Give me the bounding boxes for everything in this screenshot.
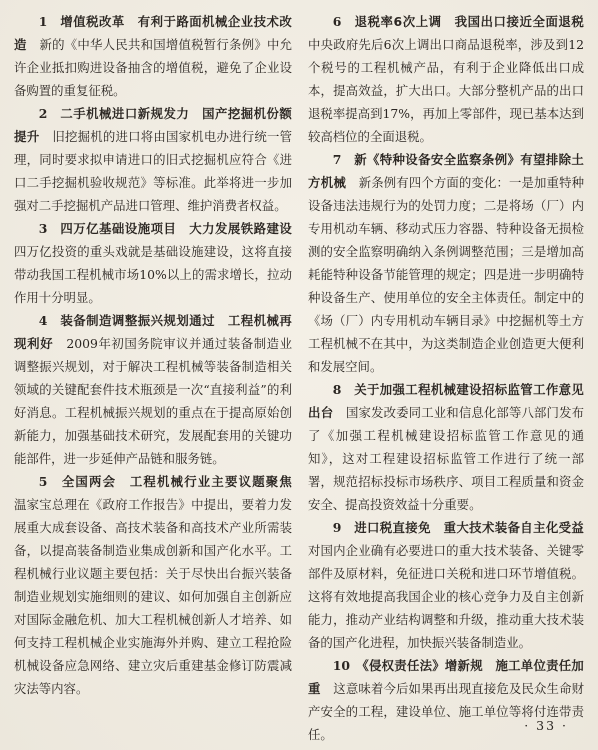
item-body: 对国内企业确有必要进口的重大技术装备、关键零部件及原材料，免征进口关税和进口环节增值税。这将有效地提高我国企业的核心竞争力及自主创新能力，推动产业结构调整和升级，推动重大技术装备的国产化进程，加快振兴装备制造业。 xyxy=(308,543,584,650)
item-headline: 四万亿基础设施项目 大力发展铁路建设 xyxy=(60,221,293,236)
news-item-4 xyxy=(14,309,292,470)
item-headline: 新《特种设备安全监察条例》有望排除土方机械 xyxy=(308,152,584,190)
item-number: 10 xyxy=(332,658,351,673)
news-item-6 xyxy=(308,10,584,148)
item-headline: 关于加强工程机械建设招标监管工作意见出台 xyxy=(308,382,584,420)
item-number: 1 xyxy=(38,14,48,29)
left-column xyxy=(14,10,292,700)
item-headline: 进口税直接免 重大技术装备自主化受益 xyxy=(354,520,584,535)
item-body: 温家宝总理在《政府工作报告》中提出，要着力发展重大成套设备、高技术装备和高技术产业所需装备，以提高装备制造业集成创新和国产化水平。工程机械行业议题主要包括：关于尽快出台振兴装备制造业规划实施细则的建议、如何加强自主创新应对国际金融危机、加大工程机械创新人才培养、如何支持工程机械企业实施海外并购、建立工程抢险机械设备应急网络、建立灾后重建基金修订防震减灾法等内容。 xyxy=(14,497,292,696)
item-headline: 增值税改革 有利于路面机械企业技术改造 xyxy=(14,14,293,52)
page-number: · 33 · xyxy=(524,718,568,733)
right-column xyxy=(308,10,584,746)
item-number: 2 xyxy=(38,106,48,121)
item-number: 9 xyxy=(332,520,342,535)
item-number: 6 xyxy=(332,14,342,29)
item-number: 8 xyxy=(332,382,342,397)
item-body: 国家发改委同工业和信息化部等八部门发布了《加强工程机械建设招标监管工作意见的通知》，这对工程建设招标监管工作进行了统一部署，规范招标投标市场秩序、项目工程质量和资金安全、提高投资效益十分重要。 xyxy=(308,405,585,512)
news-item-3 xyxy=(14,217,292,309)
item-body: 新条例有四个方面的变化：一是加重特种设备违法违规行为的处罚力度；二是将场（厂）内专用机动车辆、移动式压力容器、特种设备无损检测的安全监察明确纳入条例调整范围；三是增加高耗能特种设备节能管理的规定；四是进一步明确特种设备生产、使用单位的安全主体责任。制定中的《场（厂）内专用机动车辆目录》中挖掘机等土方工程机械不在其中，为这类制造企业创造更大便利和发展空间。 xyxy=(308,175,584,374)
item-headline: 全国两会 工程机械行业主要议题聚焦 xyxy=(61,474,292,489)
item-number: 3 xyxy=(38,221,48,236)
item-body: 2009年初国务院审议并通过装备制造业调整振兴规划，对于解决工程机械等装备制造相关领域的关键配套件技术瓶颈是一次“直接利益”的利好消息。工程机械振兴规划的重点在于提高原始创新能力，加强基础技术研究，发展配套用的关键功能部件，进一步延伸产品链和服务链。 xyxy=(14,336,292,466)
news-item-7 xyxy=(308,148,584,378)
item-number: 4 xyxy=(38,313,48,328)
item-headline: 装备制造调整振兴规划通过 工程机械再现利好 xyxy=(14,313,293,351)
item-number: 5 xyxy=(38,474,48,489)
item-body: 新的《中华人民共和国增值税暂行条例》中允许企业抵扣购进设备抽含的增值税，避免了企业设备购置的重复征税。 xyxy=(14,37,293,98)
item-body: 中央政府先后6次上调出口商品退税率，涉及到12个税号的工程机械产品，有利于企业降低出口成本，提高效益，扩大出口。大部分整机产品的出口退税率提高到17%，再加上零部件，现已基本达到较高档位的全面退税。 xyxy=(308,37,584,144)
news-item-2 xyxy=(14,102,292,217)
item-body: 旧挖掘机的进口将由国家机电办进行统一管理，同时要求拟申请进口的旧式挖掘机应符合《进口二手挖掘机验收规范》等标准。此举将进一步加强对二手挖掘机产品进口管理、维护消费者权益。 xyxy=(14,129,293,213)
item-body: 四万亿投资的重头戏就是基础设施建设，这将直接带动我国工程机械市场10%以上的需求增长，拉动作用十分明显。 xyxy=(14,244,292,305)
item-headline: 退税率6次上调 我国出口接近全面退税 xyxy=(354,14,584,29)
item-headline: 《侵权责任法》增新规 施工单位责任加重 xyxy=(308,658,585,696)
news-item-5 xyxy=(14,470,292,700)
news-item-8 xyxy=(308,378,584,516)
item-headline: 二手机械进口新规发力 国产挖掘机份额提升 xyxy=(14,106,293,144)
item-number: 7 xyxy=(332,152,342,167)
item-body: 这意味着今后如果再出现直接危及民众生命财产安全的工程，建设单位、施工单位等将付连带责任。 xyxy=(308,681,585,742)
news-item-1 xyxy=(14,10,292,102)
news-item-9 xyxy=(308,516,584,654)
